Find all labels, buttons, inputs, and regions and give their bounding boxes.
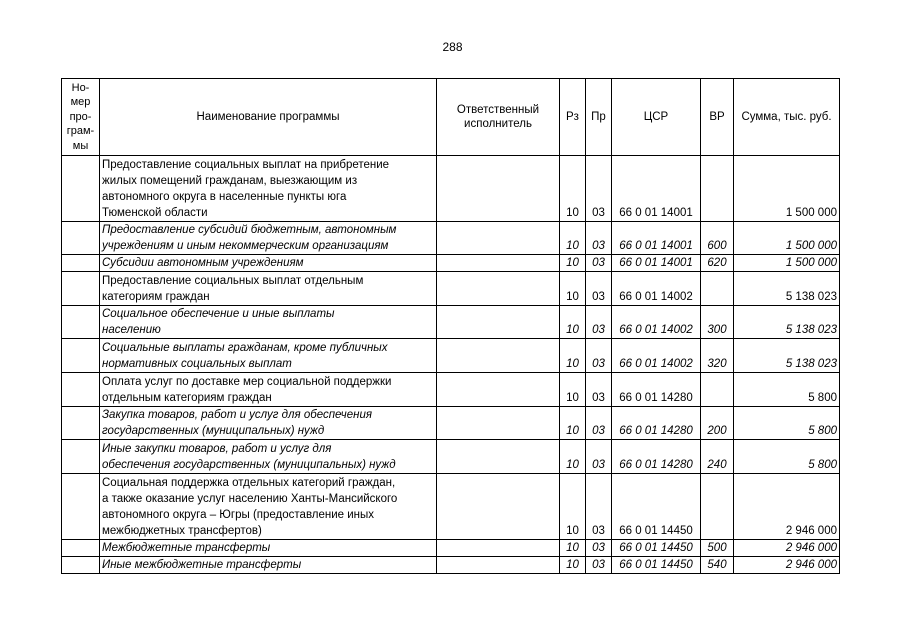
cell-number (62, 474, 100, 540)
cell-csr: 66 0 01 14001 (612, 255, 701, 272)
program-name-line: Иные закупки товаров, работ и услуг для (102, 443, 332, 455)
cell-sum: 1 500 000 (734, 255, 840, 272)
cell-pr: 03 (586, 272, 612, 306)
cell-pr: 03 (586, 440, 612, 474)
cell-pr: 03 (586, 407, 612, 440)
cell-pr: 03 (586, 474, 612, 540)
cell-rz: 10 (560, 407, 586, 440)
cell-sum: 2 946 000 (734, 474, 840, 540)
cell-pr: 03 (586, 156, 612, 222)
cell-program-name (100, 540, 437, 557)
cell-pr: 03 (586, 557, 612, 574)
cell-program-name (100, 339, 437, 373)
table-row (62, 407, 840, 440)
program-name-line: автономного округа – Югры (предоставление иных (102, 509, 375, 521)
cell-number (62, 306, 100, 339)
table-row (62, 255, 840, 272)
header-number-line: мы (72, 139, 89, 152)
cell-rz: 10 (560, 255, 586, 272)
cell-number (62, 222, 100, 255)
cell-sum: 5 138 023 (734, 272, 840, 306)
program-name-line: категориям граждан (102, 291, 210, 303)
header-executor: Ответственный исполнитель (437, 79, 560, 156)
table-row (62, 272, 840, 306)
cell-csr: 66 0 01 14450 (612, 474, 701, 540)
program-name-line: Тюменской области (102, 207, 208, 219)
header-name: Наименование программы (100, 79, 437, 156)
header-number-line: грам- (66, 125, 95, 138)
cell-executor (437, 339, 560, 373)
header-row (62, 79, 840, 156)
cell-rz: 10 (560, 222, 586, 255)
cell-rz: 10 (560, 440, 586, 474)
program-name-line: Предоставление субсидий бюджетным, автономным (102, 224, 397, 236)
program-name-line: Социальные выплаты гражданам, кроме публичных (102, 342, 388, 354)
cell-rz: 10 (560, 540, 586, 557)
cell-vr: 600 (701, 222, 734, 255)
cell-vr (701, 156, 734, 222)
program-name-line: населению (102, 324, 161, 336)
cell-csr: 66 0 01 14450 (612, 557, 701, 574)
cell-sum: 1 500 000 (734, 156, 840, 222)
cell-executor (437, 222, 560, 255)
cell-program-name (100, 306, 437, 339)
cell-csr: 66 0 01 14280 (612, 373, 701, 407)
cell-csr: 66 0 01 14001 (612, 222, 701, 255)
cell-number (62, 339, 100, 373)
cell-executor (437, 407, 560, 440)
program-name-line: Социальное обеспечение и иные выплаты (102, 308, 335, 320)
cell-program-name (100, 557, 437, 574)
cell-program-name (100, 373, 437, 407)
program-name-line: Иные межбюджетные трансферты (102, 559, 302, 571)
table-row (62, 156, 840, 222)
cell-vr: 240 (701, 440, 734, 474)
cell-pr: 03 (586, 540, 612, 557)
cell-vr (701, 272, 734, 306)
program-name-line: учреждениям и иным некоммерческим организациям (102, 240, 389, 252)
budget-table (61, 78, 840, 574)
cell-program-name (100, 272, 437, 306)
cell-program-name (100, 222, 437, 255)
cell-vr: 620 (701, 255, 734, 272)
table-row (62, 557, 840, 574)
cell-executor (437, 557, 560, 574)
cell-csr: 66 0 01 14450 (612, 540, 701, 557)
cell-pr: 03 (586, 222, 612, 255)
cell-csr: 66 0 01 14002 (612, 272, 701, 306)
cell-executor (437, 373, 560, 407)
header-pr: Пр (586, 79, 612, 156)
cell-vr: 300 (701, 306, 734, 339)
program-name-line: Закупка товаров, работ и услуг для обеспечения (102, 409, 373, 421)
table-row (62, 474, 840, 540)
cell-number (62, 373, 100, 407)
cell-number (62, 540, 100, 557)
cell-program-name (100, 440, 437, 474)
cell-rz: 10 (560, 557, 586, 574)
program-name-line: а также оказание услуг населению Ханты-Мансийского (102, 493, 398, 505)
cell-vr: 320 (701, 339, 734, 373)
header-number-line: мер (70, 96, 91, 109)
cell-sum: 5 800 (734, 373, 840, 407)
cell-csr: 66 0 01 14280 (612, 440, 701, 474)
program-name-line: Социальная поддержка отдельных категорий граждан, (102, 477, 396, 489)
cell-executor (437, 156, 560, 222)
cell-executor (437, 255, 560, 272)
page-number: 288 (442, 40, 463, 54)
program-name-line: Предоставление социальных выплат отдельным (102, 275, 364, 287)
program-name-line: нормативных социальных выплат (102, 358, 292, 370)
header-number (62, 79, 100, 156)
header-csr: ЦСР (612, 79, 701, 156)
header-sum: Сумма, тыс. руб. (734, 79, 840, 156)
cell-pr: 03 (586, 373, 612, 407)
cell-pr: 03 (586, 255, 612, 272)
cell-program-name (100, 474, 437, 540)
cell-number (62, 156, 100, 222)
table-row (62, 540, 840, 557)
cell-sum: 5 800 (734, 440, 840, 474)
cell-number (62, 557, 100, 574)
table-row (62, 440, 840, 474)
cell-csr: 66 0 01 14280 (612, 407, 701, 440)
cell-number (62, 255, 100, 272)
cell-executor (437, 474, 560, 540)
program-name-line: Межбюджетные трансферты (102, 542, 271, 554)
table-row (62, 373, 840, 407)
cell-rz: 10 (560, 156, 586, 222)
table-row (62, 222, 840, 255)
program-name-line: Предоставление социальных выплат на прибретение (102, 159, 390, 171)
program-name-line: Оплата услуг по доставке мер социальной поддержки (102, 376, 392, 388)
cell-program-name (100, 255, 437, 272)
header-number-line: про- (69, 110, 92, 123)
cell-sum: 5 138 023 (734, 339, 840, 373)
cell-vr (701, 373, 734, 407)
cell-program-name (100, 156, 437, 222)
program-name-line: государственных (муниципальных) нужд (102, 425, 325, 437)
cell-rz: 10 (560, 339, 586, 373)
cell-sum: 2 946 000 (734, 557, 840, 574)
cell-vr: 540 (701, 557, 734, 574)
cell-sum: 2 946 000 (734, 540, 840, 557)
header-number-line: Но- (71, 81, 90, 94)
cell-sum: 1 500 000 (734, 222, 840, 255)
program-name-line: межбюджетных трансфертов) (102, 525, 262, 537)
header-vr: ВР (701, 79, 734, 156)
cell-executor (437, 440, 560, 474)
cell-csr: 66 0 01 14002 (612, 339, 701, 373)
header-rz: Рз (560, 79, 586, 156)
table-row (62, 339, 840, 373)
program-name-line: автономного округа в населенные пункты юга (102, 191, 347, 203)
cell-number (62, 407, 100, 440)
cell-number (62, 272, 100, 306)
program-name-line: обеспечения государственных (муниципальных) нужд (102, 459, 396, 471)
cell-csr: 66 0 01 14002 (612, 306, 701, 339)
cell-executor (437, 540, 560, 557)
cell-csr: 66 0 01 14001 (612, 156, 701, 222)
cell-pr: 03 (586, 339, 612, 373)
cell-executor (437, 306, 560, 339)
cell-rz: 10 (560, 306, 586, 339)
cell-program-name (100, 407, 437, 440)
cell-vr: 200 (701, 407, 734, 440)
cell-executor (437, 272, 560, 306)
table-row (62, 306, 840, 339)
cell-rz: 10 (560, 272, 586, 306)
program-name-line: Субсидии автономным учреждениям (102, 257, 304, 269)
program-name-line: отдельным категориям граждан (102, 392, 272, 404)
cell-sum: 5 800 (734, 407, 840, 440)
cell-vr: 500 (701, 540, 734, 557)
cell-vr (701, 474, 734, 540)
cell-number (62, 440, 100, 474)
cell-sum: 5 138 023 (734, 306, 840, 339)
program-name-line: жилых помещений гражданам, выезжающим из (102, 175, 358, 187)
cell-rz: 10 (560, 474, 586, 540)
cell-rz: 10 (560, 373, 586, 407)
cell-pr: 03 (586, 306, 612, 339)
